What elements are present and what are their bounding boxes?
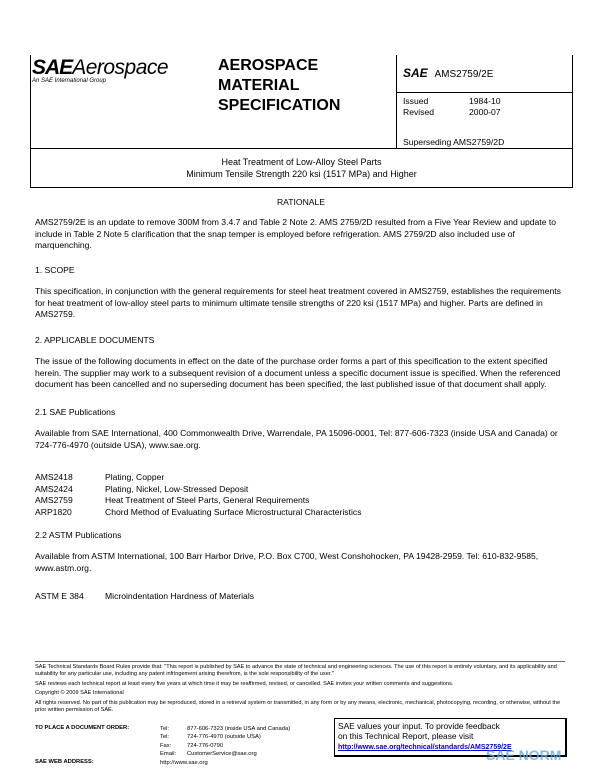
ref-code: AMS2424 xyxy=(35,483,73,494)
contact-value: CustomerService@sae.org xyxy=(187,751,257,758)
contact-label: Tel: xyxy=(160,734,170,741)
contact-value: 724-776-0790 xyxy=(187,742,224,749)
sae-aerospace-logo xyxy=(32,56,168,85)
doc-number: AMS2759/2E xyxy=(434,69,494,80)
scope-heading: 1. SCOPE xyxy=(35,265,75,275)
ref-code: AMS2759 xyxy=(35,495,73,505)
sae-mark: SAE xyxy=(403,66,428,80)
contact-list xyxy=(160,725,290,767)
contact-label: Tel: xyxy=(160,726,170,732)
ref-code: AMS2418 xyxy=(35,472,73,482)
ref-title: Microindentation Hardness of Materials xyxy=(105,591,255,601)
revised-label: Revised xyxy=(403,107,435,117)
issue-dates xyxy=(403,96,501,118)
footer-review: SAE reviews each technical report at least every five years at which time it may be reaffirmed, revised, or cancelled. SAE invites your written comments and suggestions. xyxy=(35,680,454,687)
applicable-heading: 2. APPLICABLE DOCUMENTS xyxy=(35,335,155,345)
header-divider xyxy=(396,55,397,148)
doc-type-line: MATERIAL xyxy=(218,77,300,94)
logo-tagline: An SAE International Group xyxy=(32,78,107,84)
scope-text: This specification, in conjunction with the general requirements for steel heat treatment covered in AMS2759, establishes the requirements for heat treatment of low-alloy steel parts to minimum ultimate tensile strengths of 220 ksi (1517 MPa) and higher. Parts are defined in AMS2759. xyxy=(35,286,561,319)
sae-pubs-heading: 2.1 SAE Publications xyxy=(35,407,116,417)
footer-rule xyxy=(35,661,565,662)
title-line-2: Minimum Tensile Strength 220 ksi (1517 MPa) and Higher xyxy=(186,169,417,179)
sae-pubs-text: Available from SAE International, 400 Commonwealth Drive, Warrendale, PA 15096-0001, Tel: 877-606-7323 (inside USA and Canada) or 724-776-4970 (outside USA), www.sae.org. xyxy=(35,428,558,450)
doc-type-line: SPECIFICATION xyxy=(218,97,341,114)
web-address[interactable]: http://www.sae.org xyxy=(160,759,208,766)
ref-title: Plating, Nickel, Low-Stressed Deposit xyxy=(105,483,249,494)
ref-code: ARP1820 xyxy=(35,506,72,517)
footer-copyright: Copyright © 2009 SAE International xyxy=(35,690,124,697)
doc-number-block xyxy=(403,66,493,80)
ref-title: Plating, Copper xyxy=(105,472,165,482)
rationale-text: AMS2759/2E is an update to remove 300M from 3.4.7 and Table 2 Note 2. AMS 2759/2D resulted from a Five Year Review and update to include in Table 2 Note 5 clarification that the snap temper is employed before refrigeration. AMS 2759/2D also included use of marquenching. xyxy=(35,217,557,250)
footer-notes xyxy=(35,664,567,714)
ref-row xyxy=(35,495,567,507)
ref-title: Heat Treatment of Steel Parts, General Requirements xyxy=(105,495,310,505)
contact-label: Email: xyxy=(160,751,177,758)
issued-value: 1984-10 xyxy=(469,96,501,106)
feedback-link[interactable]: http://www.sae.org/technical/standards/AMS2759/2E xyxy=(338,744,512,751)
logo-aerospace: Aerospace xyxy=(72,56,169,79)
issued-label: Issued xyxy=(403,96,429,106)
footer-rules: SAE Technical Standards Board Rules provide that: "This report is published by SAE to advance the state of technical and engineering sciences. The use of this report is entirely voluntary, and its applicability and suitability for any particular use, including any patent infringement arising therefrom, is the sole responsibility of the user." xyxy=(35,664,557,678)
astm-pubs-heading: 2.2 ASTM Publications xyxy=(35,530,122,540)
ref-row xyxy=(35,507,567,519)
watermark: SAE NORM xyxy=(486,747,562,763)
revised-value: 2000-07 xyxy=(469,107,501,117)
astm-pubs-text: Available from ASTM International, 100 Barr Harbor Drive, P.O. Box C700, West Conshohocken, PA 19428-2959. Tel: 610-832-9585, www.astm.org. xyxy=(35,551,539,573)
superseding: Superseding AMS2759/2D xyxy=(403,137,505,147)
ref-code: ASTM E 384 xyxy=(35,591,84,601)
feedback-line-2: on this Technical Report, please visit xyxy=(338,731,474,741)
header-bottom-rule xyxy=(30,148,573,149)
footer-rights: All rights reserved. No part of this publication may be reproduced, stored in a retrieval system or transmitted, in any form or by any means, electronic, mechanical, photocopying, recording, or otherwise, without the prior written permission of SAE. xyxy=(35,699,561,714)
header-rule xyxy=(396,92,572,93)
logo-sae: SAE xyxy=(32,56,73,79)
feedback-line-1: SAE values your input. To provide feedback xyxy=(338,721,500,731)
ref-row xyxy=(35,484,567,496)
astm-ref xyxy=(35,591,567,603)
contact-value: 877-606-7323 (inside USA and Canada) xyxy=(187,726,291,732)
title-line-1: Heat Treatment of Low-Alloy Steel Parts xyxy=(221,157,382,167)
document-title xyxy=(30,156,573,180)
ref-title: Chord Method of Evaluating Surface Microstructural Characteristics xyxy=(105,506,362,517)
applicable-text: The issue of the following documents in effect on the date of the purchase order forms a part of this specification to the extent specified herein. The supplier may work to a subsequent revision of a document unless a specific document issue is specified. When the referenced document has been cancelled and no superseding document has been specified, the last published issue of that document shall apply. xyxy=(35,356,561,389)
sae-refs-list xyxy=(35,472,567,518)
contact-value: 724-776-4970 (outside USA) xyxy=(187,734,261,741)
title-bottom-rule xyxy=(30,187,573,188)
doc-type-line: AEROSPACE xyxy=(218,57,319,74)
web-label: SAE WEB ADDRESS: xyxy=(35,759,94,765)
ref-row xyxy=(35,472,567,484)
rationale-heading: RATIONALE xyxy=(276,197,326,207)
contact-label: Fax: xyxy=(160,742,172,749)
order-label: TO PLACE A DOCUMENT ORDER: xyxy=(35,725,130,731)
doc-type xyxy=(218,56,340,116)
